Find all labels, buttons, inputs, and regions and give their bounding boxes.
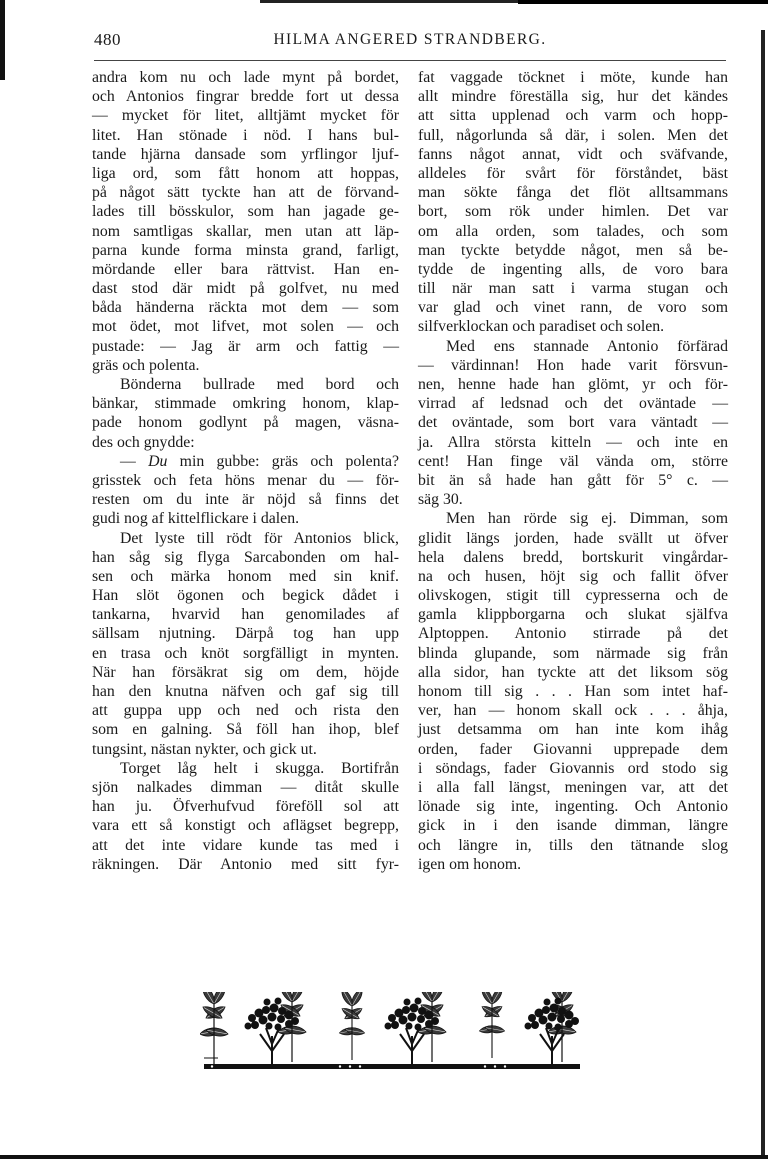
text-line: pade honom godlynt på magen, väsna-	[92, 414, 399, 432]
text-line: Torget låg helt i skugga. Bortifrån	[120, 759, 399, 777]
scan-edge-left	[0, 0, 5, 80]
text-line: att guppa upp och ned och rista den	[92, 702, 399, 720]
text-line: alldeles för svårt för förståndet, bäst	[418, 164, 728, 182]
right-column	[418, 68, 728, 874]
text-line: — Du min gubbe: gräs och polenta?	[120, 452, 399, 470]
text-line: ver, han — honom skall ock . . . åhja,	[418, 702, 728, 720]
text-line: sen och märka honom med sin knif.	[92, 567, 399, 585]
text-line: i söndags, fader Giovannis ord stodo sig	[418, 759, 728, 777]
text-line: liga ord, som fått honom att hoppas,	[92, 164, 399, 182]
text-line: Bönderna bullrade med bord och	[120, 376, 399, 393]
text-line: alla sidor, han tyckte att det liksom sög	[418, 663, 728, 681]
text-line: om alla orden, som talades, och som	[418, 222, 728, 240]
text-line: som en galning. Så föll han ihop, blef	[92, 721, 399, 739]
text-line: des och gnydde:	[92, 433, 195, 451]
text-line: igen om honom.	[418, 855, 522, 873]
text-line: Det lyste till rödt för Antonios blick,	[120, 529, 399, 547]
text-line: han såg sig flyga Sarcabonden om hal-	[92, 548, 399, 566]
text-line: silfverklockan och paradiset och solen.	[418, 318, 665, 336]
running-title: HILMA ANGERED STRANDBERG.	[273, 31, 547, 48]
text-line: nom samtligas skallar, men utan att läp-	[92, 222, 399, 240]
text-line: glidit längs jorden, hade svällt ut öfver	[418, 529, 728, 547]
text-line: parna kunde forma minsta grand, farligt,	[92, 241, 399, 259]
text-line: allt mindre föreställa sig, hur det kändes	[418, 88, 728, 106]
text-line: cent! Han finge väl vända om, större	[418, 452, 728, 470]
text-line: orden, fader Giovanni upprepade dem	[418, 740, 728, 758]
text-line: nen, henne hade han glömt, yr och för-	[418, 376, 728, 393]
text-line: pustade: — Jag är arm och fattig —	[92, 337, 399, 355]
text-line: gick in i den isande dimman, längre	[418, 817, 728, 835]
header-rule	[94, 60, 726, 61]
text-line: Han slöt ögonen och begick dådet i	[92, 587, 399, 605]
text-line: räkningen. Där Antonio med sitt fyr-	[92, 855, 399, 873]
emphasis: Du	[148, 452, 168, 470]
text-line: bänkar, stimmade omkring honom, klap-	[92, 395, 399, 413]
text-line: gudi nog af kittelflickare i dalen.	[92, 510, 300, 528]
text-line: grisstek och feta höns menar du — för-	[92, 471, 399, 489]
text-line: fat vaggade töcknet i möte, kunde han	[418, 69, 728, 86]
text-line: gräs och polenta.	[92, 356, 200, 374]
text-line: vara ett så konstigt och aflägset begrepp,	[92, 817, 399, 835]
scan-edge-right	[761, 30, 765, 1159]
text-line: gamla klippborgarna och slukat själfva	[418, 606, 728, 624]
text-line: tungsint, nästan nykter, och gick ut.	[92, 740, 317, 758]
text-line: mot ödet, mot lifvet, mot solen — och	[92, 318, 399, 336]
text-line: mördande eller bara rättvist. Han en-	[92, 260, 399, 278]
text-line: honom till sig . . . Han som intet haf-	[418, 683, 728, 700]
text-line: litet. Han stönade i nöd. I hans bul-	[92, 126, 399, 144]
text-line: och längre in, tills den tätnande slog	[418, 836, 728, 854]
text-line: på något sätt tyckte han att de förvand-	[92, 184, 399, 202]
text-line: sjön nalkades dimman — ditåt skulle	[92, 778, 399, 796]
text-line: sällsam njutning. Därpå tog han upp	[92, 625, 399, 643]
text-line: tankarna, hvarvid han genomilades af	[92, 606, 399, 624]
text-line: en trasa och knöt sorgfälligt in mynten.	[92, 644, 399, 662]
text-line: båda händerna räckta mot dem — som	[92, 299, 399, 317]
text-line: just detsamma om han inte kom ihåg	[418, 721, 728, 739]
text-line: — mycket för litet, alltjämt mycket för	[92, 107, 399, 125]
text-line: tydde de ingenting alls, de voro bara	[418, 260, 728, 278]
text-line: na och husen, höjt sig och fallit öfver	[418, 567, 728, 585]
scan-edge-top-right	[518, 0, 768, 4]
text-line: säg 30.	[418, 491, 463, 509]
text-line: Alptoppen. Antonio stirrade på det	[418, 625, 728, 643]
text-line: andra kom nu och lade mynt på bordet,	[92, 69, 399, 86]
text-line: — värdinnan! Hon hade varit försvun-	[418, 356, 728, 374]
text-line: dast stod där midt på golfvet, nu med	[92, 280, 399, 298]
text-line: hela dalens bredd, bortskurit vingårdar-	[418, 548, 728, 566]
scan-edge-bottom	[0, 1155, 768, 1159]
text-line: fanns något annat, vidt och sväfvande,	[418, 145, 728, 163]
text-line: han ju. Öfverhufvud föreföll sol att	[92, 798, 399, 816]
text-line: Med ens stannade Antonio förfärad	[446, 337, 728, 355]
text-line: Men han rörde sig ej. Dimman, som	[446, 510, 728, 528]
text-line: till när man satt i varma stugan och	[418, 280, 728, 298]
text-line: bit än så hade han gått för 5° c. —	[418, 471, 728, 489]
text-line: resten om du inte är nöjd så finns det	[92, 491, 399, 509]
text-line: man sökte fånga det flöt alltsammans	[418, 184, 728, 202]
text-line: full, någorlunda så där, i solen. Men det	[418, 126, 728, 144]
text-line: att det inte vidare kunde tas med i	[92, 836, 399, 854]
text-line: ja. Allra största kitteln — och inte en	[418, 433, 728, 451]
text-line: och Antonios fingrar bredde fort ut dessa	[92, 88, 399, 106]
running-header	[94, 30, 726, 60]
text-line: lönade sig inte, ingenting. Och Antonio	[418, 798, 728, 816]
text-line: När han försäkrat sig om dem, höjde	[92, 663, 399, 681]
text-line: lades till bösskulor, som han jagade ge-	[92, 203, 399, 221]
text-line: att sitta upplenad och varm och hopp-	[418, 107, 728, 125]
berry-branch-tailpiece-icon	[200, 992, 580, 1072]
text-line: tande hjärna dansade som yrflingor ljuf-	[92, 145, 399, 163]
text-line: bort, som rök under himlen. Det var	[418, 203, 728, 221]
text-line: han den knutna näfven och gaf sig till	[92, 683, 399, 700]
text-line: i alla fall längst, meningen var, att det	[418, 778, 728, 796]
text-line: blinda glupande, som närmade sig från	[418, 644, 728, 662]
left-column	[92, 68, 399, 874]
text-line: virrad af ledsnad och det oväntade —	[418, 395, 728, 413]
text-line: var glad och vinet rann, de voro som	[418, 299, 728, 317]
text-line: det oväntade, som bort vara väntadt —	[418, 414, 728, 432]
text-line: olivskogen, stigit till cypresserna och de	[418, 587, 728, 605]
text-line: man tyckte betydde något, men så be-	[418, 241, 728, 259]
page-number: 480	[94, 30, 121, 49]
